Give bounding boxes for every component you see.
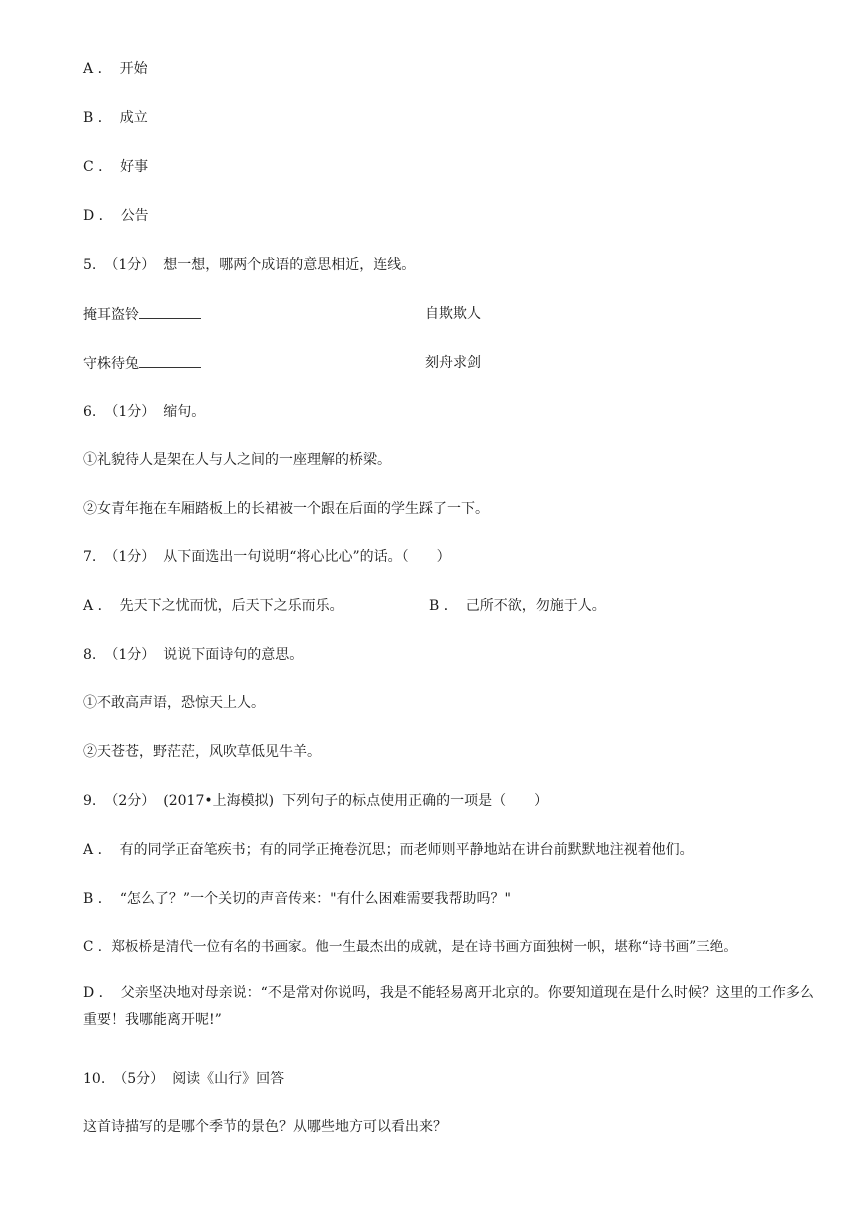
- q6-item-1: ①礼貌待人是架在人与人之间的一座理解的桥梁。: [83, 452, 391, 468]
- q7-options: [83, 596, 783, 616]
- q6-heading: 6. （1分） 缩句。: [83, 404, 206, 420]
- q8-heading: 8. （1分） 说说下面诗句的意思。: [83, 647, 304, 663]
- answer-blank[interactable]: [139, 304, 201, 319]
- q4-option-d: D ． 公告: [83, 208, 149, 224]
- q7-option-b: B ． 己所不欲，勿施于人。: [429, 598, 606, 614]
- q4-option-c: C ． 好事: [83, 159, 149, 175]
- q10-subquestion: 这首诗描写的是哪个季节的景色？从哪些地方可以看出来？: [83, 1119, 447, 1135]
- q8-item-1: ①不敢高声语，恐惊天上人。: [83, 695, 265, 711]
- q9-option-a: A ． 有的同学正奋笔疾书；有的同学正掩卷沉思；而老师则平静地站在讲台前默默地注视着他们。: [83, 842, 694, 858]
- q10-heading: 10. （5分） 阅读《山行》回答: [83, 1071, 285, 1087]
- q9-option-d: D ． 父亲坚决地对母亲说：“不是常对你说吗，我是不能轻易离开北京的。你要知道现在是什么时候？这里的工作多么重要！我哪能离开呢!”: [83, 985, 814, 1028]
- q4-option-a: A ． 开始: [83, 61, 148, 77]
- q8-item-2: ②天苍苍，野茫茫，风吹草低见牛羊。: [83, 744, 321, 760]
- q5-match-row-1: 掩耳盗铃 自欺欺人: [83, 306, 481, 323]
- q5-right-2: 刻舟求剑: [425, 355, 481, 371]
- q9-option-c: C ．郑板桥是清代一位有名的书画家。他一生最杰出的成就，是在诗书画方面独树一帜，堪称“诗书画”三绝。: [83, 939, 737, 955]
- q9-option-b: B ． “怎么了？”一个关切的声音传来："有什么困难需要我帮助吗？": [83, 891, 511, 907]
- q6-item-2: ②女青年拖在车厢踏板上的长裙被一个跟在后面的学生踩了一下。: [83, 501, 489, 517]
- q4-option-b: B ． 成立: [83, 110, 148, 126]
- q9-heading: 9. （2分） (2017•上海模拟) 下列句子的标点使用正确的一项是（ ）: [83, 793, 549, 809]
- q7-heading: 7. （1分） 从下面选出一句说明“将心比心”的话。（ ）: [83, 549, 451, 565]
- q5-heading: 5. （1分） 想一想，哪两个成语的意思相近，连线。: [83, 257, 416, 273]
- q5-match-row-2: 守株待兔 刻舟求剑: [83, 355, 481, 372]
- answer-blank[interactable]: [139, 353, 201, 368]
- q7-option-a: A ． 先天下之忧而忧，后天下之乐而乐。: [83, 598, 344, 614]
- q5-right-1: 自欺欺人: [425, 306, 481, 322]
